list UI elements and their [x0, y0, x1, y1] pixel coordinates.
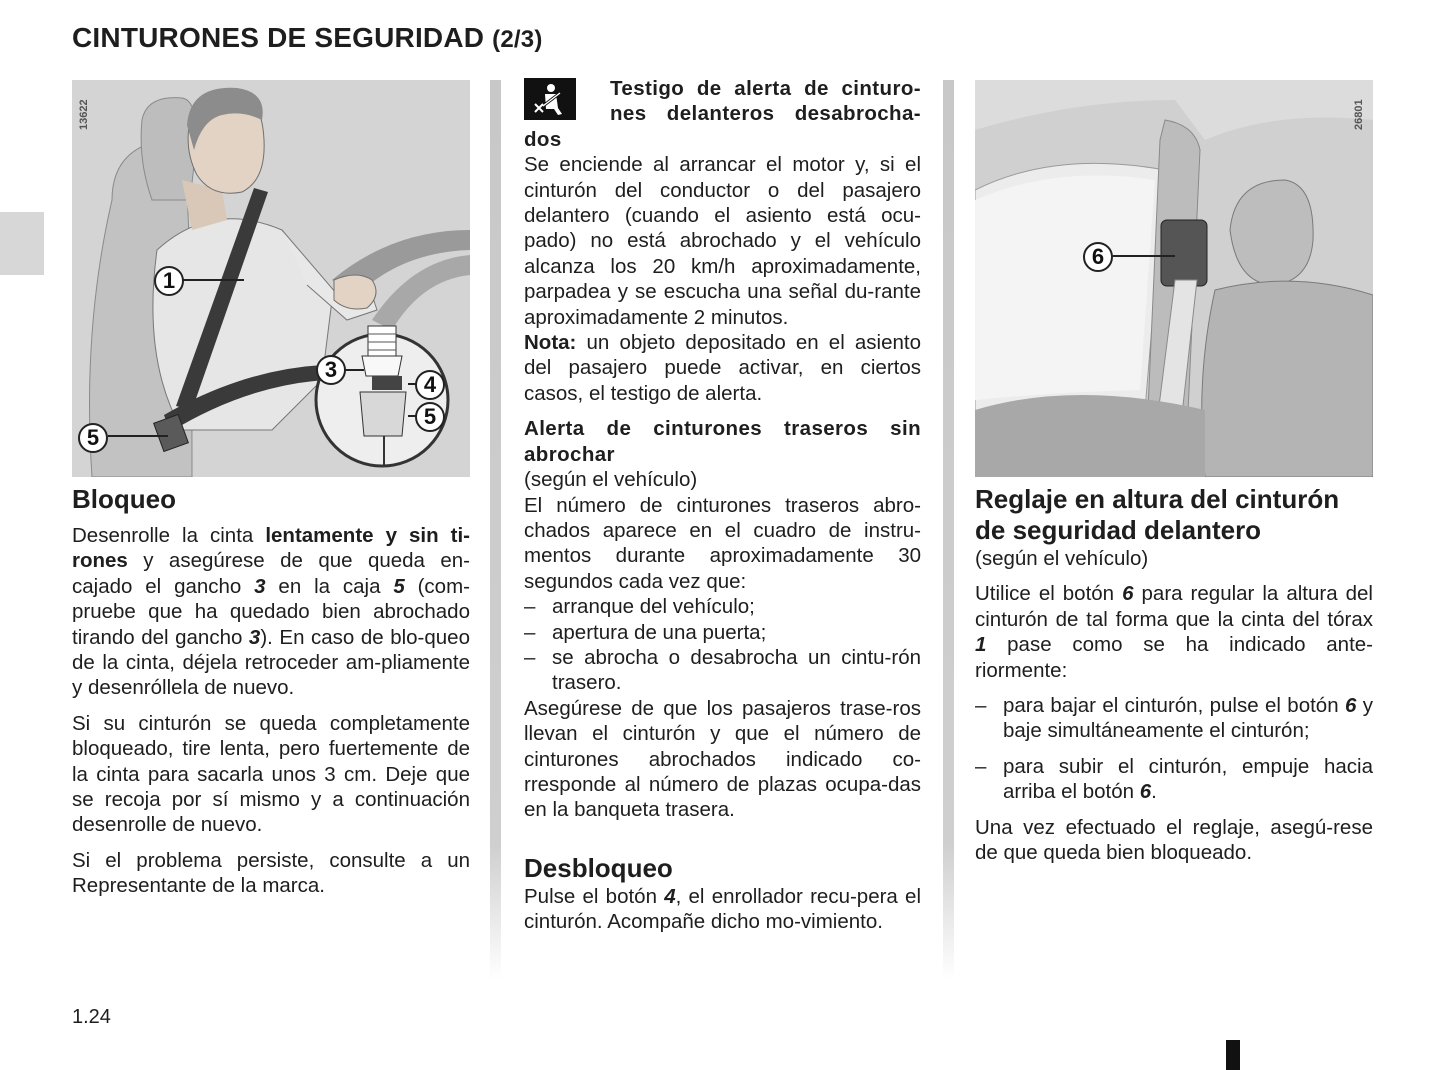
rear-belt-alert-text-2: Asegúrese de que los pasajeros trase-ros llevan el cinturón y que el número de cinturones abrochados indicado co-rresponde al número de plazas ocupa-das en la banqueta trasera.: [524, 696, 921, 822]
list-item: – apertura de una puerta;: [524, 620, 767, 644]
callout-4: 4: [415, 370, 445, 400]
edge-mark: [1226, 1040, 1240, 1070]
desbloqueo-paragraph: Pulse el botón 4, el enrollador recu-pera el cinturón. Acompañe dicho mo-vimiento.: [524, 884, 922, 934]
middle-column: [524, 76, 921, 945]
bloqueo-paragraph-2: Si su cinturón se queda completamente bloqueado, tire lenta, pero fuertemente de la cinta para sacarla unos 3 cm. Deje que se recoja por sí mismo y a continuación desenrolle de nuevo.: [72, 711, 470, 837]
column-divider-right: [943, 80, 954, 980]
column-divider-left: [490, 80, 501, 980]
left-column: [72, 484, 470, 909]
page-title: [72, 22, 543, 54]
front-belt-warning-title: Testigo de alerta de cinturo-nes delanteros desabrocha-dos: [524, 77, 921, 151]
heading-desbloqueo: Desbloqueo: [524, 852, 673, 883]
front-belt-warning-text: Se enciende al arrancar el motor y, si el cinturón del conductor o del pasajero delantero (cuando el asiento está ocu-pado) no está abrochado y el vehículo alcanza los 20 km/h aproximadamente, parpadea y se escucha una señal du-rante aproximadamente 2 minutos.: [524, 153, 921, 329]
rear-belt-alert-list: [524, 594, 921, 696]
figure-ref-number: 13622: [78, 99, 90, 130]
seatbelt-warning-icon: [524, 78, 576, 120]
driver-belt-drawing: [72, 80, 470, 477]
callout-5-inset: 5: [415, 402, 445, 432]
callout-3: 3: [316, 355, 346, 385]
heading-reglaje: Reglaje en altura del cinturón de seguridad delantero: [975, 484, 1340, 545]
page-number: 1.24: [72, 1006, 111, 1028]
list-item: – para bajar el cinturón, pulse el botón 6 y baje simultáneamente el cinturón;: [975, 694, 1373, 743]
callout-5: 5: [78, 423, 108, 453]
rear-belt-alert-heading: Alerta de cinturones traseros sin abrochar: [524, 417, 921, 466]
reglaje-paragraph-1: Utilice el botón 6 para regular la altura del cinturón de tal forma que la cinta del tórax 1 pase como se ha indicado ante-riormente:: [975, 582, 1373, 682]
callout-6: 6: [1083, 242, 1113, 272]
figure-ref-number: 26801: [1353, 99, 1365, 130]
rear-belt-alert-text: El número de cinturones traseros abro-chados aparece en el cuadro de instru-mentos durante aproximadamente 30 segundos cada vez que:: [524, 493, 921, 593]
reglaje-paragraph-2: Una vez efectuado el reglaje, asegú-rese de que queda bien bloqueado.: [975, 815, 1373, 865]
page-title-part: (2/3): [492, 26, 543, 53]
driver-belt-illustration: [72, 80, 470, 477]
page-title-text: CINTURONES DE SEGURIDAD: [72, 22, 485, 53]
bloqueo-paragraph-1: Desenrolle la cinta lentamente y sin ti-rones y asegúrese de que queda en-cajado el gancho 3 en la caja 5 (com-pruebe que ha quedado bien abrochado tirando del gancho 3). En caso de blo-queo de la cinta, déjela retroceder am-pliamente y desenróllela de nuevo.: [72, 524, 470, 700]
right-column: [975, 484, 1373, 875]
bloqueo-paragraph-3: Si el problema persiste, consulte a un Representante de la marca.: [72, 848, 470, 898]
seat-belt-height-illustration: [975, 80, 1373, 477]
note-paragraph: Nota: un objeto depositado en el asiento del pasajero puede activar, en ciertos casos, el testigo de alerta.: [524, 331, 921, 405]
section-tab-marker: [0, 212, 44, 275]
list-item: – se abrocha o desabrocha un cintu-rón trasero.: [524, 645, 921, 695]
seat-belt-height-drawing: [975, 80, 1373, 477]
list-item: – arranque del vehículo;: [524, 595, 755, 619]
reglaje-list: [975, 693, 1373, 805]
seatbelt-warning-glyph: [532, 82, 568, 116]
callout-1: 1: [154, 266, 184, 296]
rear-belt-alert-sub: (según el vehículo): [524, 468, 698, 492]
heading-bloqueo: Bloqueo: [72, 484, 176, 514]
reglaje-sub: (según el vehículo): [975, 547, 1149, 570]
list-item: – para subir el cinturón, empuje hacia arriba el botón 6.: [975, 754, 1373, 804]
